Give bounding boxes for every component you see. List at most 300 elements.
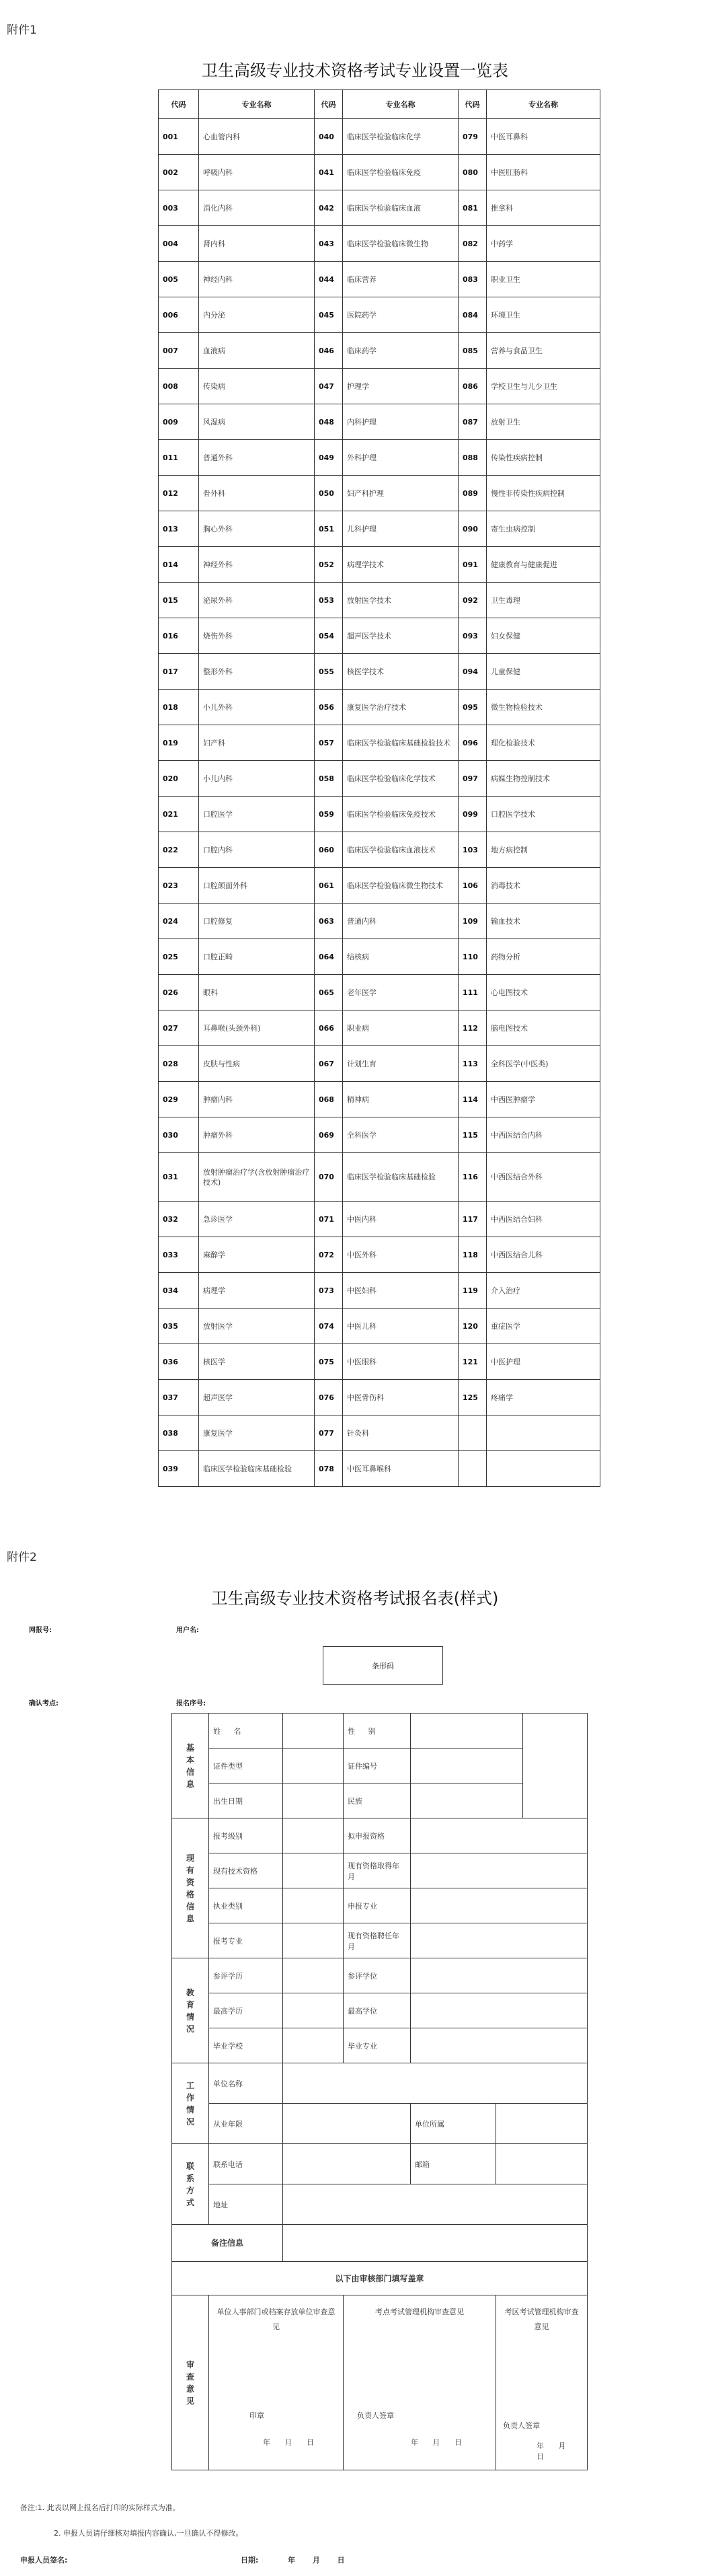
code-cell: 072 <box>315 1237 343 1273</box>
code-cell: 045 <box>315 297 343 333</box>
field-work-years-input[interactable] <box>283 2104 411 2144</box>
table-row <box>159 369 600 404</box>
name-cell: 小儿外科 <box>199 690 315 725</box>
name-cell: 风湿病 <box>199 404 315 440</box>
table-row <box>159 1153 600 1202</box>
name-cell: 临床药学 <box>343 333 459 369</box>
name-cell: 心血管内科 <box>199 119 315 155</box>
reg-no-label: 报名序号: <box>176 1700 206 1707</box>
code-cell: 022 <box>159 832 199 868</box>
name-cell: 临床医学检验临床基础检验 <box>343 1153 459 1202</box>
table-row <box>159 1010 600 1046</box>
code-cell: 075 <box>315 1344 343 1380</box>
code-cell: 002 <box>159 155 199 190</box>
table-row <box>159 797 600 832</box>
name-cell: 儿科护理 <box>343 511 459 547</box>
name-cell: 呼吸内科 <box>199 155 315 190</box>
name-cell: 传染病 <box>199 369 315 404</box>
code-cell: 020 <box>159 761 199 797</box>
name-cell: 临床医学检验临床化学 <box>343 119 459 155</box>
field-unit-label: 单位名称 <box>209 2063 283 2104</box>
field-ethnic-input[interactable] <box>411 1783 523 1818</box>
header-code: 代码 <box>159 90 199 119</box>
table-row <box>159 583 600 618</box>
code-cell: 114 <box>459 1082 487 1117</box>
code-cell: 039 <box>159 1451 199 1487</box>
code-cell: 053 <box>315 583 343 618</box>
code-cell: 044 <box>315 262 343 297</box>
code-cell: 080 <box>459 155 487 190</box>
date-blank: 年 月 日 <box>288 2556 345 2565</box>
code-cell: 055 <box>315 654 343 690</box>
code-cell: 035 <box>159 1309 199 1344</box>
name-cell: 临床医学检验临床微生物技术 <box>343 868 459 904</box>
name-cell: 口腔医学 <box>199 797 315 832</box>
field-cur-title-label: 现有技术资格 <box>209 1853 283 1888</box>
table-row <box>159 904 600 939</box>
review-col-zone <box>496 2295 588 2470</box>
code-cell: 115 <box>459 1117 487 1153</box>
code-cell: 084 <box>459 297 487 333</box>
review-zone-date: 年 月 日 <box>537 2441 566 2461</box>
field-ref-edu-input[interactable] <box>283 1958 344 1993</box>
code-cell: 037 <box>159 1380 199 1415</box>
code-cell: 092 <box>459 583 487 618</box>
name-cell: 妇产科护理 <box>343 476 459 511</box>
review-header: 以下由审核部门填写盖章 <box>172 2262 588 2295</box>
name-cell: 血液病 <box>199 333 315 369</box>
field-apply-major-label: 申报专业 <box>344 1888 411 1923</box>
field-birth-input[interactable] <box>283 1783 344 1818</box>
name-cell: 心电图技术 <box>487 975 600 1010</box>
table-row <box>159 1046 600 1082</box>
section-work: 工作情况 <box>172 2063 209 2144</box>
remark-input[interactable] <box>283 2225 588 2262</box>
name-cell: 介入治疗 <box>487 1273 600 1309</box>
name-cell: 眼科 <box>199 975 315 1010</box>
code-cell: 059 <box>315 797 343 832</box>
name-cell: 病理学技术 <box>343 547 459 583</box>
code-cell: 097 <box>459 761 487 797</box>
code-cell: 110 <box>459 939 487 975</box>
code-cell: 070 <box>315 1153 343 1202</box>
attachment1-title: 卫生高级专业技术资格考试专业设置一览表 <box>202 61 508 80</box>
table-header-row <box>159 90 600 119</box>
name-cell: 急诊医学 <box>199 1202 315 1237</box>
field-major-input[interactable] <box>411 2028 588 2063</box>
code-cell: 095 <box>459 690 487 725</box>
field-top-edu-label: 最高学历 <box>209 1993 283 2028</box>
review-unit-date: 年 月 日 <box>263 2438 314 2447</box>
field-apply-spec-label: 报考专业 <box>209 1923 283 1958</box>
name-cell: 烧伤外科 <box>199 618 315 654</box>
name-cell: 口腔正畸 <box>199 939 315 975</box>
code-cell: 125 <box>459 1380 487 1415</box>
field-unit-input[interactable] <box>283 2063 588 2104</box>
field-email-input[interactable] <box>496 2144 588 2184</box>
name-cell: 核医学技术 <box>343 654 459 690</box>
table-row <box>159 1237 600 1273</box>
table-row <box>159 725 600 761</box>
code-cell: 033 <box>159 1237 199 1273</box>
name-cell: 临床医学检验临床免疫技术 <box>343 797 459 832</box>
code-cell: 096 <box>459 725 487 761</box>
code-cell: 026 <box>159 975 199 1010</box>
name-cell: 中医妇科 <box>343 1273 459 1309</box>
code-cell: 041 <box>315 155 343 190</box>
code-cell: 031 <box>159 1153 199 1202</box>
section-review: 审查意见 <box>172 2295 209 2470</box>
name-cell: 中医骨伤科 <box>343 1380 459 1415</box>
name-cell: 整形外科 <box>199 654 315 690</box>
name-cell: 中医肛肠科 <box>487 155 600 190</box>
code-cell: 018 <box>159 690 199 725</box>
name-cell: 中医护理 <box>487 1344 600 1380</box>
name-cell: 慢性非传染性疾病控制 <box>487 476 600 511</box>
name-cell: 临床医学检验临床血液技术 <box>343 832 459 868</box>
field-practice-cat-input[interactable] <box>283 1888 344 1923</box>
name-cell: 中西医结合外科 <box>487 1153 600 1202</box>
code-cell: 023 <box>159 868 199 904</box>
field-ref-degree-input[interactable] <box>411 1958 588 1993</box>
code-cell: 036 <box>159 1344 199 1380</box>
code-cell: 057 <box>315 725 343 761</box>
table-row <box>159 868 600 904</box>
code-cell: 065 <box>315 975 343 1010</box>
table-row <box>159 618 600 654</box>
field-top-edu-input[interactable] <box>283 1993 344 2028</box>
name-cell: 肿瘤外科 <box>199 1117 315 1153</box>
name-cell <box>487 1451 600 1487</box>
field-school-label: 毕业学校 <box>209 2028 283 2063</box>
date-label: 日期: <box>241 2556 259 2565</box>
field-idno-label: 证件编号 <box>344 1749 411 1783</box>
note-2: 2. 申报人员请仔细核对填报内容确认,一旦确认不得修改。 <box>54 2529 243 2538</box>
name-cell: 医院药学 <box>343 297 459 333</box>
field-cur-title-hire-label: 现有资格聘任年月 <box>344 1923 411 1958</box>
review-col-site-title: 考点考试管理机构审查意见 <box>375 2308 464 2316</box>
table-row <box>159 1309 600 1344</box>
name-cell: 超声医学 <box>199 1380 315 1415</box>
field-practice-cat-label: 执业类别 <box>209 1888 283 1923</box>
code-cell: 093 <box>459 618 487 654</box>
name-cell: 地方病控制 <box>487 832 600 868</box>
code-cell: 060 <box>315 832 343 868</box>
code-cell: 016 <box>159 618 199 654</box>
code-cell: 086 <box>459 369 487 404</box>
code-cell: 103 <box>459 832 487 868</box>
name-cell: 传染性疾病控制 <box>487 440 600 476</box>
name-cell: 全科医学 <box>343 1117 459 1153</box>
code-cell: 052 <box>315 547 343 583</box>
code-cell: 049 <box>315 440 343 476</box>
name-cell: 临床营养 <box>343 262 459 297</box>
barcode-box <box>323 1646 443 1685</box>
code-cell: 048 <box>315 404 343 440</box>
name-cell: 卫生毒理 <box>487 583 600 618</box>
code-cell: 034 <box>159 1273 199 1309</box>
field-address-label: 地址 <box>209 2184 283 2225</box>
field-ref-degree-label: 参评学位 <box>344 1958 411 1993</box>
section-current: 现有资格信息 <box>172 1818 209 1958</box>
review-site-signer: 负责人签章 <box>357 2411 394 2420</box>
name-cell: 中西医结合妇科 <box>487 1202 600 1237</box>
table-row <box>159 1344 600 1380</box>
code-cell: 113 <box>459 1046 487 1082</box>
field-cur-title-year-input[interactable] <box>411 1853 588 1888</box>
field-school-input[interactable] <box>283 2028 344 2063</box>
name-cell: 中医眼科 <box>343 1344 459 1380</box>
name-cell: 神经内科 <box>199 262 315 297</box>
section-basic: 基本信息 <box>172 1714 209 1818</box>
field-idtype-label: 证件类型 <box>209 1749 283 1783</box>
field-apply-type-input[interactable] <box>411 1818 588 1853</box>
code-cell: 054 <box>315 618 343 654</box>
name-cell: 推拿科 <box>487 190 600 226</box>
review-col-unit-title: 单位人事部门或档案存放单位审查意见 <box>216 2308 336 2331</box>
code-cell: 076 <box>315 1380 343 1415</box>
table-row <box>159 832 600 868</box>
code-cell: 085 <box>459 333 487 369</box>
code-cell: 015 <box>159 583 199 618</box>
name-cell: 脑电图技术 <box>487 1010 600 1046</box>
note-1: 备注:1. 此表以网上报名后打印的实际样式为准。 <box>20 2503 180 2512</box>
code-cell: 019 <box>159 725 199 761</box>
review-col-site <box>344 2295 496 2470</box>
code-cell: 109 <box>459 904 487 939</box>
table-row <box>159 939 600 975</box>
field-address-input[interactable] <box>283 2184 588 2225</box>
review-site-date: 年 月 日 <box>411 2438 462 2447</box>
name-cell: 消毒技术 <box>487 868 600 904</box>
field-apply-type-label: 拟申报资格 <box>344 1818 411 1853</box>
review-col-unit <box>209 2295 344 2470</box>
name-cell: 临床医学检验临床血液 <box>343 190 459 226</box>
code-cell: 058 <box>315 761 343 797</box>
table-row <box>159 1273 600 1309</box>
name-cell: 神经外科 <box>199 547 315 583</box>
code-cell <box>459 1451 487 1487</box>
header-name: 专业名称 <box>487 90 600 119</box>
code-cell: 005 <box>159 262 199 297</box>
code-cell: 090 <box>459 511 487 547</box>
attachment1-label: 附件1 <box>7 24 37 37</box>
code-cell: 017 <box>159 654 199 690</box>
name-cell: 微生物检验技术 <box>487 690 600 725</box>
name-cell: 临床医学检验临床化学技术 <box>343 761 459 797</box>
code-cell: 029 <box>159 1082 199 1117</box>
name-cell: 放射肿瘤治疗学(含放射肿瘤治疗技术) <box>199 1153 315 1202</box>
code-cell: 006 <box>159 297 199 333</box>
name-cell: 计划生育 <box>343 1046 459 1082</box>
name-cell: 内科护理 <box>343 404 459 440</box>
code-cell: 079 <box>459 119 487 155</box>
code-cell: 099 <box>459 797 487 832</box>
name-cell: 中西医结合内科 <box>487 1117 600 1153</box>
header-code: 代码 <box>459 90 487 119</box>
code-cell: 028 <box>159 1046 199 1082</box>
table-row <box>159 404 600 440</box>
name-cell: 放射医学技术 <box>343 583 459 618</box>
name-cell: 泌尿外科 <box>199 583 315 618</box>
attachment2-label: 附件2 <box>7 1551 37 1564</box>
name-cell: 超声医学技术 <box>343 618 459 654</box>
name-cell: 小儿内科 <box>199 761 315 797</box>
name-cell: 康复医学治疗技术 <box>343 690 459 725</box>
table-row <box>159 1451 600 1487</box>
field-cur-title-input[interactable] <box>283 1853 344 1888</box>
name-cell: 普通内科 <box>343 904 459 939</box>
field-name-input[interactable] <box>283 1714 344 1749</box>
header-code: 代码 <box>315 90 343 119</box>
name-cell: 中医内科 <box>343 1202 459 1237</box>
name-cell: 内分泌 <box>199 297 315 333</box>
code-cell: 030 <box>159 1117 199 1153</box>
code-cell: 050 <box>315 476 343 511</box>
name-cell: 骨外科 <box>199 476 315 511</box>
name-cell: 口腔修复 <box>199 904 315 939</box>
name-cell: 肾内科 <box>199 226 315 262</box>
code-cell: 068 <box>315 1082 343 1117</box>
field-gender-label: 性 别 <box>344 1714 411 1749</box>
name-cell: 中西医结合儿科 <box>487 1237 600 1273</box>
field-unit-level-input[interactable] <box>496 2104 588 2144</box>
field-apply-level-input[interactable] <box>283 1818 344 1853</box>
table-row <box>159 511 600 547</box>
name-cell: 病媒生物控制技术 <box>487 761 600 797</box>
field-name-label: 姓 名 <box>209 1714 283 1749</box>
name-cell: 中西医肿瘤学 <box>487 1082 600 1117</box>
code-cell: 071 <box>315 1202 343 1237</box>
name-cell: 儿童保健 <box>487 654 600 690</box>
name-cell: 耳鼻喉(头颈外科) <box>199 1010 315 1046</box>
section-contact: 联系方式 <box>172 2144 209 2225</box>
field-apply-level-label: 报考级别 <box>209 1818 283 1853</box>
code-cell: 116 <box>459 1153 487 1202</box>
table-row <box>159 476 600 511</box>
table-row <box>159 654 600 690</box>
name-cell: 针灸科 <box>343 1415 459 1451</box>
code-cell: 081 <box>459 190 487 226</box>
name-cell: 临床医学检验临床免疫 <box>343 155 459 190</box>
field-cur-title-hire-input[interactable] <box>411 1923 588 1958</box>
code-cell: 027 <box>159 1010 199 1046</box>
name-cell: 病理学 <box>199 1273 315 1309</box>
field-work-years-label: 从业年限 <box>209 2104 283 2144</box>
code-cell: 066 <box>315 1010 343 1046</box>
field-ref-edu-label: 参评学历 <box>209 1958 283 1993</box>
name-cell: 药物分析 <box>487 939 600 975</box>
network-no-label: 网报号: <box>29 1627 52 1634</box>
table-row <box>159 333 600 369</box>
table-row <box>159 547 600 583</box>
table-row <box>159 1380 600 1415</box>
table-row <box>159 1082 600 1117</box>
code-cell: 111 <box>459 975 487 1010</box>
name-cell: 重症医学 <box>487 1309 600 1344</box>
attachment2-title: 卫生高级专业技术资格考试报名表(样式) <box>211 1589 499 1608</box>
name-cell: 营养与食品卫生 <box>487 333 600 369</box>
code-cell: 011 <box>159 440 199 476</box>
code-cell: 038 <box>159 1415 199 1451</box>
sign-label: 申报人员签名: <box>20 2556 68 2565</box>
field-top-degree-label: 最高学位 <box>344 1993 411 2028</box>
name-cell: 临床医学检验临床基础检验 <box>199 1451 315 1487</box>
field-gender-input[interactable] <box>411 1714 523 1749</box>
name-cell: 胸心外科 <box>199 511 315 547</box>
code-cell: 088 <box>459 440 487 476</box>
code-cell: 089 <box>459 476 487 511</box>
code-cell: 007 <box>159 333 199 369</box>
code-cell: 118 <box>459 1237 487 1273</box>
registration-form <box>171 1713 588 2470</box>
review-seal-label: 印章 <box>249 2411 264 2420</box>
code-cell: 106 <box>459 868 487 904</box>
table-row <box>159 262 600 297</box>
name-cell <box>487 1415 600 1451</box>
name-cell: 放射医学 <box>199 1309 315 1344</box>
name-cell: 口腔颌面外科 <box>199 868 315 904</box>
name-cell: 临床医学检验临床基础检验技术 <box>343 725 459 761</box>
table-row <box>159 1117 600 1153</box>
code-cell: 094 <box>459 654 487 690</box>
review-col-zone-title: 考区考试管理机构审查意见 <box>504 2308 579 2331</box>
table-row <box>159 761 600 797</box>
code-cell: 042 <box>315 190 343 226</box>
code-cell: 067 <box>315 1046 343 1082</box>
name-cell: 疼痛学 <box>487 1380 600 1415</box>
table-row <box>159 119 600 155</box>
name-cell: 妇产科 <box>199 725 315 761</box>
code-cell: 004 <box>159 226 199 262</box>
name-cell: 肿瘤内科 <box>199 1082 315 1117</box>
field-apply-spec-input[interactable] <box>283 1923 344 1958</box>
table-row <box>159 1415 600 1451</box>
code-cell: 047 <box>315 369 343 404</box>
field-idtype-input[interactable] <box>283 1749 344 1783</box>
code-cell: 040 <box>315 119 343 155</box>
name-cell: 护理学 <box>343 369 459 404</box>
name-cell: 康复医学 <box>199 1415 315 1451</box>
name-cell: 环境卫生 <box>487 297 600 333</box>
code-cell <box>459 1415 487 1451</box>
name-cell: 中医儿科 <box>343 1309 459 1344</box>
field-major-label: 毕业专业 <box>344 2028 411 2063</box>
code-cell: 008 <box>159 369 199 404</box>
code-cell: 063 <box>315 904 343 939</box>
name-cell: 核医学 <box>199 1344 315 1380</box>
field-cur-title-year-label: 现有资格取得年月 <box>344 1853 411 1888</box>
name-cell: 中医外科 <box>343 1237 459 1273</box>
name-cell: 寄生虫病控制 <box>487 511 600 547</box>
specialty-table <box>158 89 600 1487</box>
header-name: 专业名称 <box>343 90 459 119</box>
name-cell: 健康教育与健康促进 <box>487 547 600 583</box>
name-cell: 放射卫生 <box>487 404 600 440</box>
code-cell: 025 <box>159 939 199 975</box>
code-cell: 056 <box>315 690 343 725</box>
field-top-degree-input[interactable] <box>411 1993 588 2028</box>
code-cell: 012 <box>159 476 199 511</box>
table-row <box>159 155 600 190</box>
table-row <box>159 190 600 226</box>
field-email-label: 邮箱 <box>411 2144 496 2184</box>
field-ethnic-label: 民族 <box>344 1783 411 1818</box>
code-cell: 046 <box>315 333 343 369</box>
field-apply-major-input[interactable] <box>411 1888 588 1923</box>
field-phone-input[interactable] <box>283 2144 411 2184</box>
field-idno-input[interactable] <box>411 1749 523 1783</box>
